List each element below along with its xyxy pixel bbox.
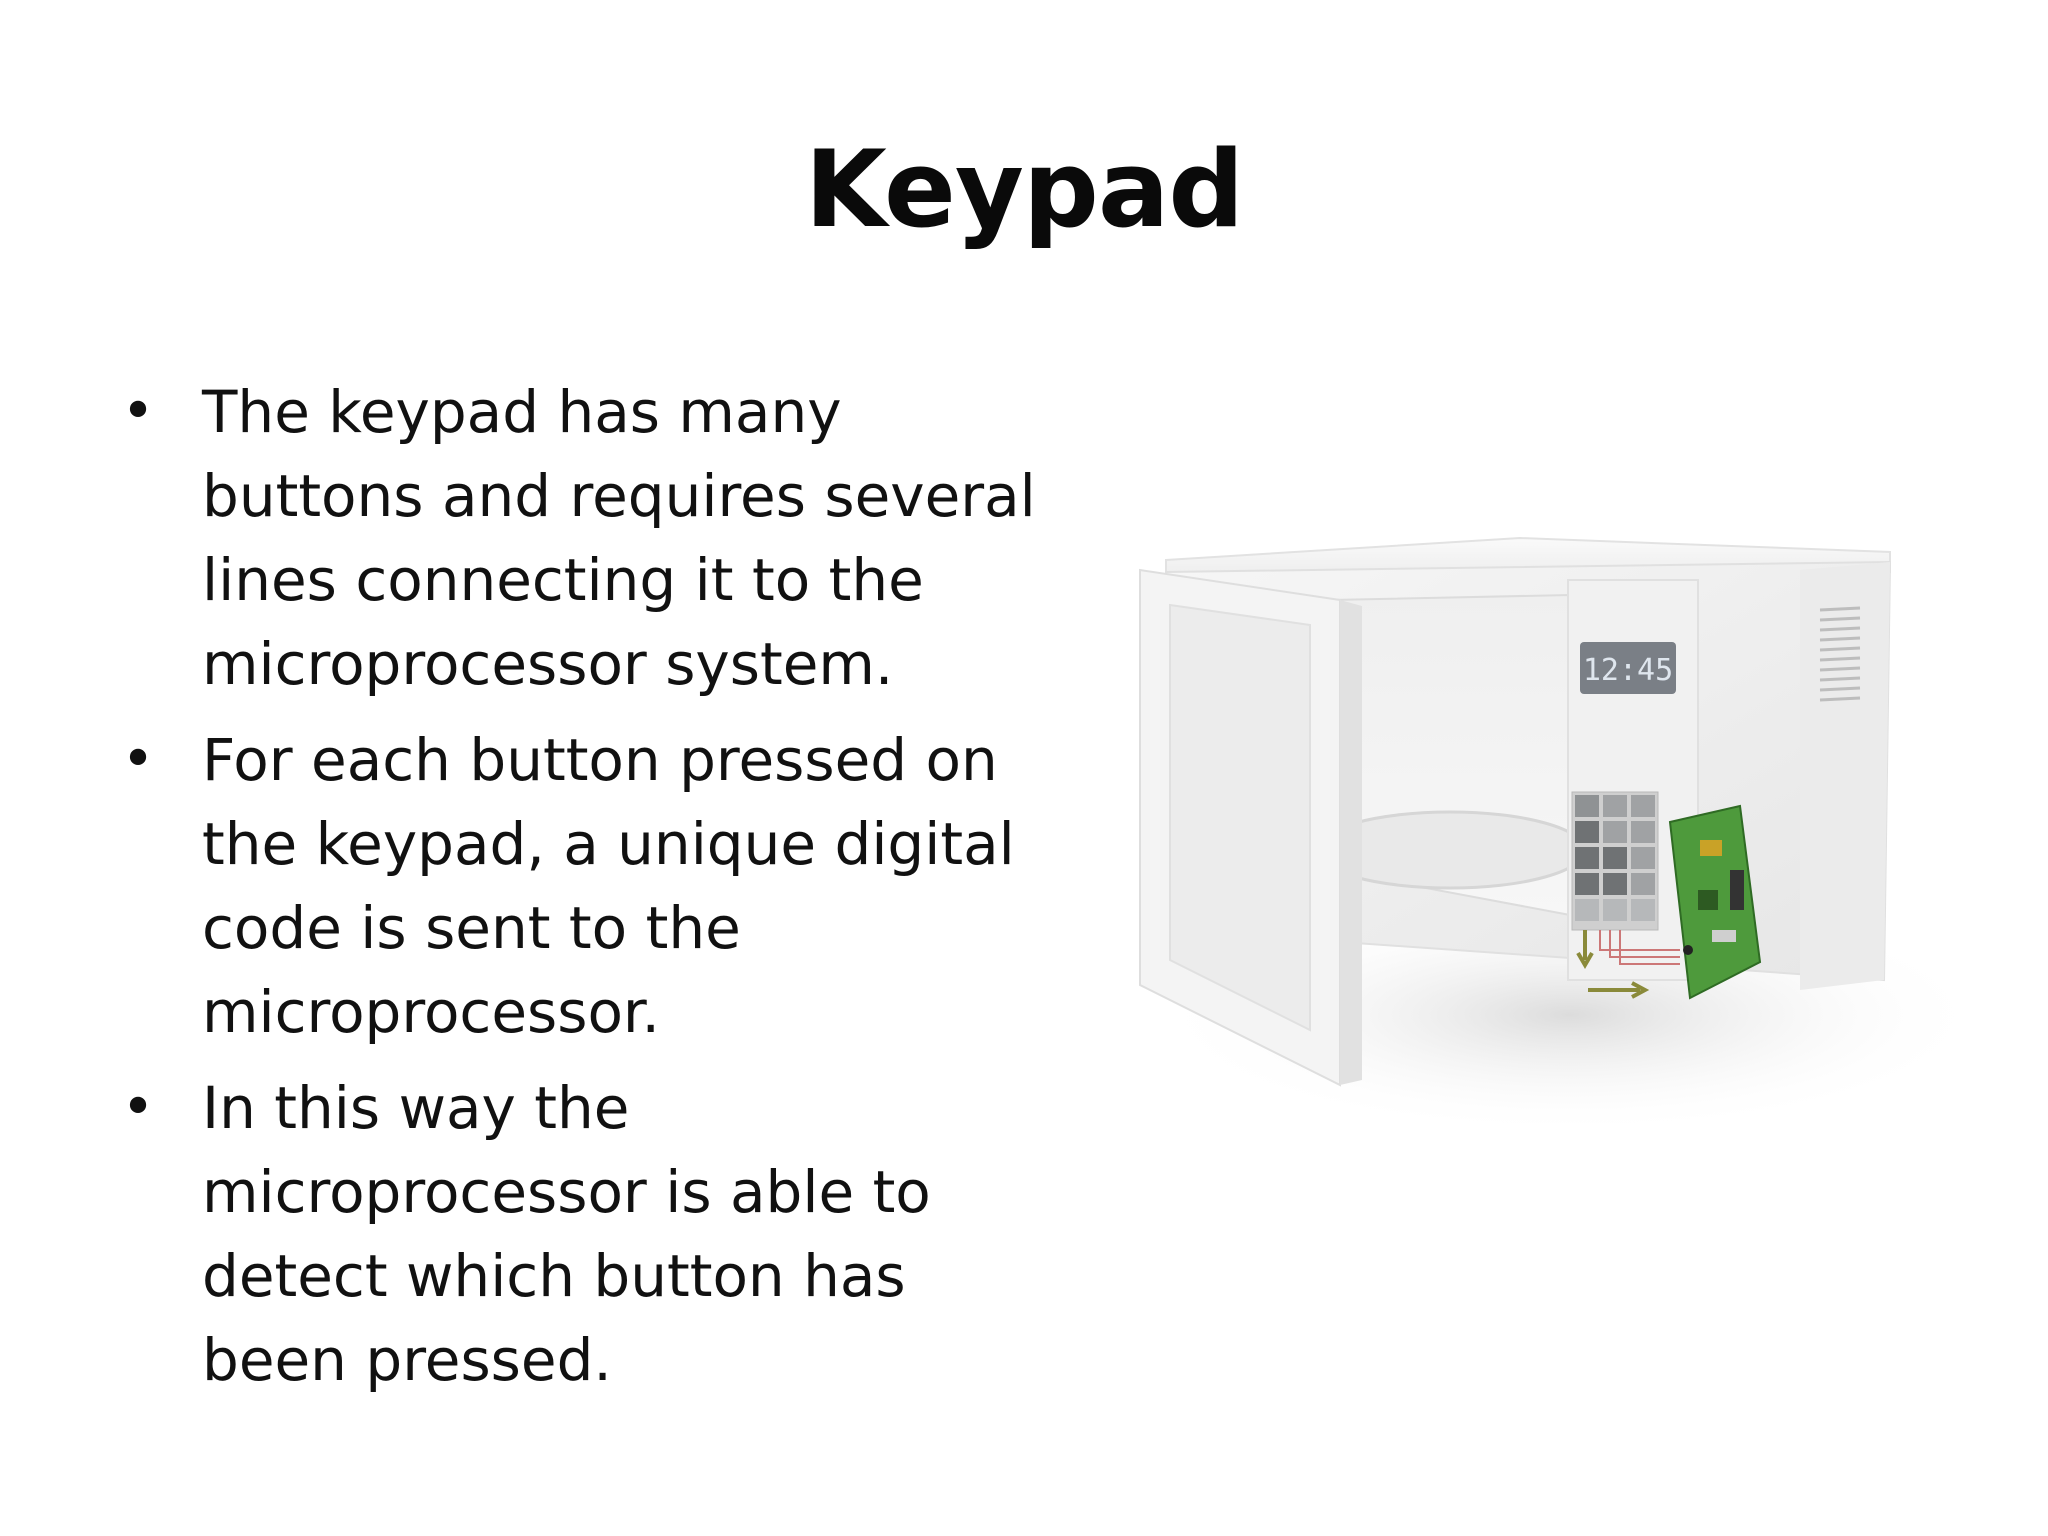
microwave-side-panel: [1800, 562, 1890, 990]
bullet-dot-icon: •: [121, 1075, 155, 1140]
bullet-text: For each button pressed on the keypad, a unique digital code is sent to the microprocessor.: [202, 726, 1015, 1046]
microwave-image: [1100, 510, 1960, 1150]
clock-display-text: 12:45: [1582, 653, 1674, 688]
microwave-illustration: [1100, 510, 1960, 1150]
bullet-item: [118, 370, 1038, 706]
bullet-item: [118, 718, 1038, 1054]
bullet-item: [118, 1066, 1038, 1402]
bullet-text: In this way the microprocessor is able to detect which button has been pressed.: [202, 1074, 931, 1394]
keypad-grid: [1572, 792, 1658, 930]
slide-title: Keypad: [804, 128, 1244, 251]
bullet-dot-icon: •: [121, 727, 155, 792]
bullet-dot-icon: •: [121, 379, 155, 444]
bullet-list: [118, 370, 1038, 1414]
bullet-text: The keypad has many buttons and requires several lines connecting it to the microprocessor system.: [202, 378, 1036, 698]
